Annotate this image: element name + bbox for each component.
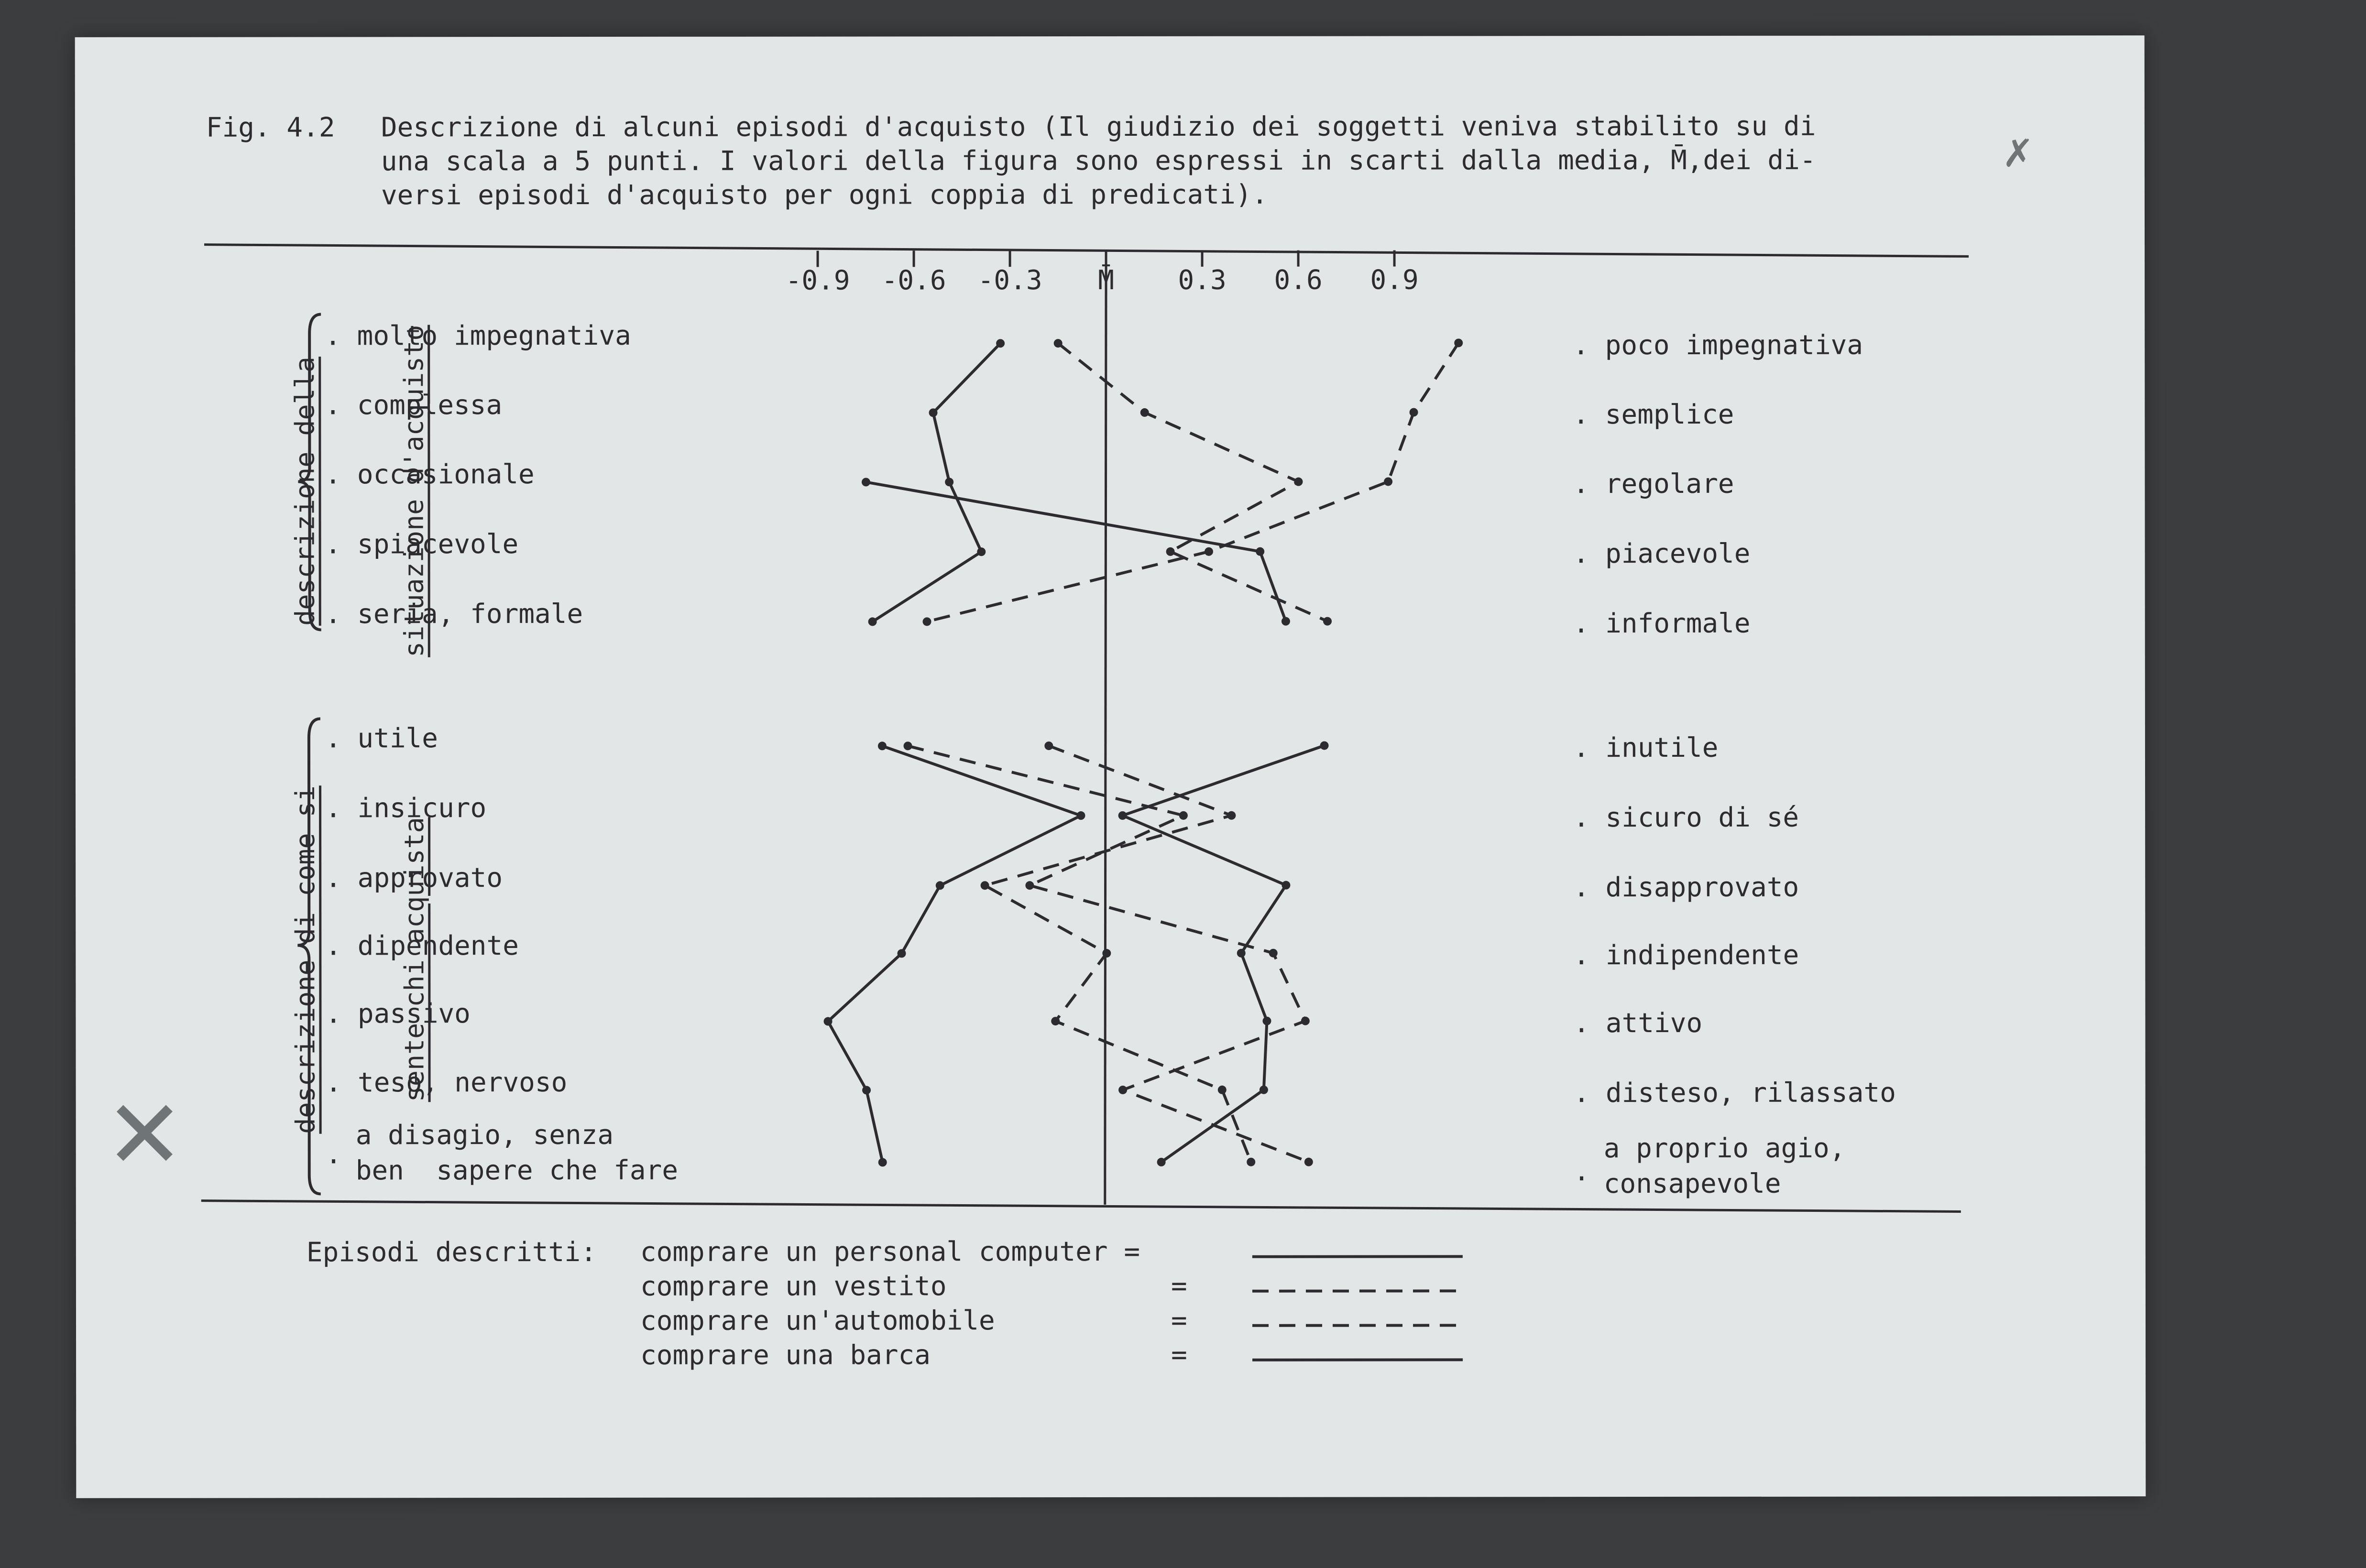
legend-eq-3: = xyxy=(1171,1339,1187,1371)
left-label-7: . approvato xyxy=(325,862,503,894)
series-1-point-1-1 xyxy=(1179,811,1188,820)
series-2-point-1-6 xyxy=(1247,1158,1255,1166)
series-0-point-0-3 xyxy=(977,547,986,556)
series-3-line-0 xyxy=(866,482,1286,622)
left-label-1: . complessa xyxy=(325,390,503,421)
legend-eq-2: = xyxy=(1171,1305,1187,1336)
pencil-cross-mark: ✕ xyxy=(104,1079,185,1191)
right-label-11a: a proprio agio, xyxy=(1603,1132,1846,1165)
series-1-point-0-4 xyxy=(1323,617,1332,626)
group-bracket-feeling xyxy=(297,719,321,1194)
series-1-point-0-0 xyxy=(1054,339,1063,348)
left-label-0: . molto impegnativa xyxy=(325,320,631,352)
figure-number: Fig. 4.2 xyxy=(206,112,335,143)
x-tick-label-6: 0.9 xyxy=(1370,264,1419,296)
series-0-point-0-2 xyxy=(945,478,953,486)
series-3-point-1-0 xyxy=(1320,741,1329,750)
right-label-9: . attivo xyxy=(1573,1007,1703,1039)
right-label-3: . piacevole xyxy=(1573,538,1751,570)
paper-sheet xyxy=(75,35,2146,1498)
x-tick-label-0: -0.9 xyxy=(785,265,850,296)
series-1-point-1-2 xyxy=(1025,881,1034,890)
series-0-point-1-0 xyxy=(878,741,887,750)
series-0-point-1-2 xyxy=(936,881,944,890)
right-label-0: . poco impegnativa xyxy=(1573,329,1863,361)
x-tick-label-5: 0.6 xyxy=(1274,264,1323,296)
series-2-point-0-4 xyxy=(923,617,931,626)
series-1-point-0-2 xyxy=(1294,478,1303,486)
series-3-point-1-3 xyxy=(1237,949,1246,958)
top-rule xyxy=(204,243,1969,258)
caption-line-3: versi episodi d'acquisto per ogni coppia di predicati). xyxy=(381,179,1268,211)
right-label-7: . disapprovato xyxy=(1573,871,1799,904)
series-3-point-1-6 xyxy=(1157,1158,1166,1166)
series-2-point-1-0 xyxy=(1044,741,1053,750)
legend-item-3: comprare una barca xyxy=(640,1339,931,1371)
series-0-line-0 xyxy=(872,343,1001,621)
series-2-point-1-5 xyxy=(1218,1086,1227,1094)
left-label-6: . insicuro xyxy=(325,793,487,824)
series-0-point-1-4 xyxy=(824,1017,832,1026)
series-1-point-1-6 xyxy=(1304,1158,1313,1166)
left-label-5: . utile xyxy=(325,723,438,754)
series-0-point-1-5 xyxy=(862,1086,871,1094)
right-label-6: . sicuro di sé xyxy=(1573,802,1799,834)
mean-axis-line xyxy=(1104,267,1107,1205)
x-tick-label-2: -0.3 xyxy=(977,265,1042,296)
legend-title: Episodi descritti: xyxy=(306,1236,597,1268)
right-label-10: . disteso, rilassato xyxy=(1573,1077,1896,1109)
series-0-line-1 xyxy=(828,746,1081,1162)
left-label-2: . occasionale xyxy=(325,459,535,490)
legend-item-2: comprare un'automobile xyxy=(640,1305,995,1337)
caption-line-1: Descrizione di alcuni episodi d'acquisto (Il giudizio dei soggetti veniva stabilito su di xyxy=(381,110,1816,143)
x-tick-label-1: -0.6 xyxy=(881,265,946,296)
series-3-point-0-0 xyxy=(862,478,870,486)
series-3-point-1-5 xyxy=(1260,1086,1268,1094)
right-label-2: . regolare xyxy=(1573,468,1734,500)
series-2-point-1-4 xyxy=(1051,1017,1060,1025)
right-label-8: . indipendente xyxy=(1573,939,1799,971)
series-1-point-1-4 xyxy=(1301,1017,1310,1025)
profile-chart xyxy=(75,35,2146,1498)
right-label-1: . semplice xyxy=(1573,399,1734,431)
series-2-point-1-2 xyxy=(981,881,989,890)
series-2-point-0-2 xyxy=(1384,477,1392,486)
series-1-point-1-0 xyxy=(904,741,912,750)
series-1-point-0-3 xyxy=(1166,547,1175,556)
group-label-feeling-line1: descrizione di come si xyxy=(290,785,321,1134)
series-2-line-0 xyxy=(927,343,1459,621)
legend-eq-1: = xyxy=(1171,1270,1187,1302)
right-label-5: . inutile xyxy=(1573,732,1719,764)
series-3-point-1-1 xyxy=(1118,811,1127,820)
left-label-8: . dipendente xyxy=(325,930,519,962)
series-2-point-0-1 xyxy=(1410,408,1418,416)
series-3-point-1-4 xyxy=(1262,1017,1271,1025)
series-2-point-1-3 xyxy=(1102,949,1111,958)
right-label-4: . informale xyxy=(1573,608,1751,640)
caption-line-2: una scala a 5 punti. I valori della figura sono espressi in scarti dalla media, M̄,dei di- xyxy=(381,144,1816,177)
left-label-10: . teso, nervoso xyxy=(325,1067,568,1099)
legend-item-0: comprare un personal computer = xyxy=(640,1236,1140,1268)
series-2-point-0-0 xyxy=(1454,338,1463,347)
series-0-point-1-1 xyxy=(1076,811,1085,820)
group-label-situation-line1: descrizione della xyxy=(289,356,320,626)
left-label-4: . seria, formale xyxy=(325,598,583,630)
series-1-point-0-1 xyxy=(1140,408,1149,417)
left-label-11a: a disagio, senza xyxy=(355,1119,614,1151)
bottom-rule xyxy=(201,1199,1961,1213)
series-2-line-1 xyxy=(985,746,1251,1162)
series-0-point-0-0 xyxy=(996,339,1005,348)
series-1-point-1-3 xyxy=(1269,949,1278,958)
left-label-3: . spiacevole xyxy=(325,529,519,560)
right-label-11b: consapevole xyxy=(1603,1168,1781,1200)
series-0-point-0-4 xyxy=(868,617,877,626)
left-label-11-dot: . xyxy=(325,1139,342,1170)
left-label-11b: ben sapere che fare xyxy=(355,1154,679,1187)
group-label-situation-line2: situazione d'acquisto xyxy=(398,325,429,657)
series-0-point-1-6 xyxy=(878,1158,887,1166)
series-1-point-1-5 xyxy=(1118,1086,1127,1094)
group-bracket-situation xyxy=(298,314,321,630)
series-3-point-0-1 xyxy=(1256,547,1264,556)
x-tick-label-4: 0.3 xyxy=(1178,264,1227,296)
series-2-point-0-3 xyxy=(1205,547,1213,556)
left-label-9: . passivo xyxy=(325,998,471,1030)
series-3-point-0-2 xyxy=(1282,617,1290,626)
series-2-point-1-1 xyxy=(1227,811,1236,820)
group-label-feeling-line2: sente chi acquista xyxy=(399,817,430,1102)
right-label-11-dot: . xyxy=(1573,1156,1590,1187)
series-0-point-1-3 xyxy=(898,949,906,958)
pencil-check-mark: ✗ xyxy=(2002,131,2034,176)
legend-item-1: comprare un vestito xyxy=(640,1271,947,1302)
series-0-point-0-1 xyxy=(929,408,938,417)
x-tick-label-3: M̄ xyxy=(1098,264,1114,296)
series-3-point-1-2 xyxy=(1282,881,1290,890)
